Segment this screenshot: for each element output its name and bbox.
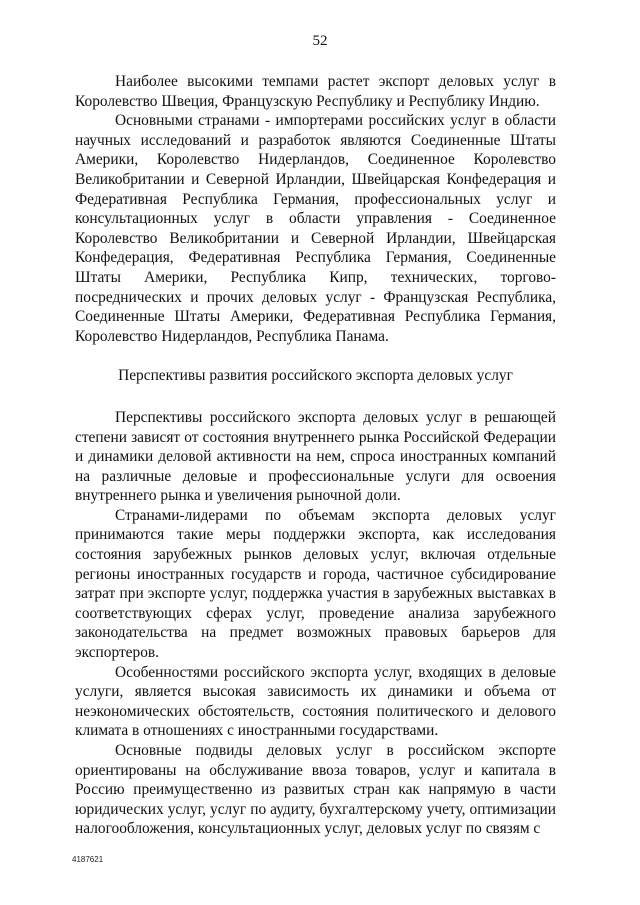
document-body xyxy=(75,72,556,839)
page-number: 52 xyxy=(312,33,328,49)
paragraph: Перспективы российского экспорта деловых услуг в решающей степени зависят от состояния внутреннего рынка Российской Федерации и динамики деловой активности на нем, спроса иностранных компаний на различные деловые и профессиональные услуги для освоения внутреннего рынка и увеличения рыночной доли. xyxy=(75,408,556,505)
paragraph: Наиболее высокими темпами растет экспорт деловых услуг в Королевство Швеция, Французскую Республику и Республику Индию. xyxy=(75,73,556,110)
paragraph: Странами-лидерами по объемам экспорта деловых услуг принимаются такие меры поддержки экспорта, как исследования состояния зарубежных рынков деловых услуг, включая отдельные регионы иностранных государств и города, частичное субсидирование затрат при экспорте услуг, поддержка участия в зарубежных выставках в соответствующих сферах услуг, проведение анализа зарубежного законодательства на предмет возможных правовых барьеров для экспортеров. xyxy=(75,506,556,662)
document-id: 4187621 xyxy=(72,855,104,864)
paragraph: Основными странами - импортерами российских услуг в области научных исследований и разработок являются Соединенные Штаты Америки, Королевство Нидерландов, Соединенное Королевство Великобритании и Северной Ирландии, Швейцарская Конфедерация и Федеративная Республика Германия, профессиональных услуг и консультационных услуг в области управления - Соединенное Королевство Великобритании и Северной Ирландии, Швейцарская Конфедерация, Федеративная Республика Германия, Соединенные Штаты Америки, Республика Кипр, технических, торгово-посреднических и прочих деловых услуг - Французская Республика, Соединенные Штаты Америки, Федеративная Республика Германия, Королевство Нидерландов, Республика Панама. xyxy=(75,112,556,345)
paragraph: Особенностями российского экспорта услуг, входящих в деловые услуги, является высокая зависимость их динамики и объема от неэкономических обстоятельств, состояния политического и делового климата в отношениях с иностранными государствами. xyxy=(75,663,556,740)
paragraph: Основные подвиды деловых услуг в российском экспорте ориентированы на обслуживание ввоза товаров, услуг и капитала в Россию преимущественно из развитых стран как напрямую в части юридических услуг, услуг по аудиту, бухгалтерскому учету, оптимизации налогообложения, консультационных услуг, деловых услуг по связям с xyxy=(75,742,556,838)
section-heading: Перспективы развития российского экспорта деловых услуг xyxy=(118,367,513,385)
